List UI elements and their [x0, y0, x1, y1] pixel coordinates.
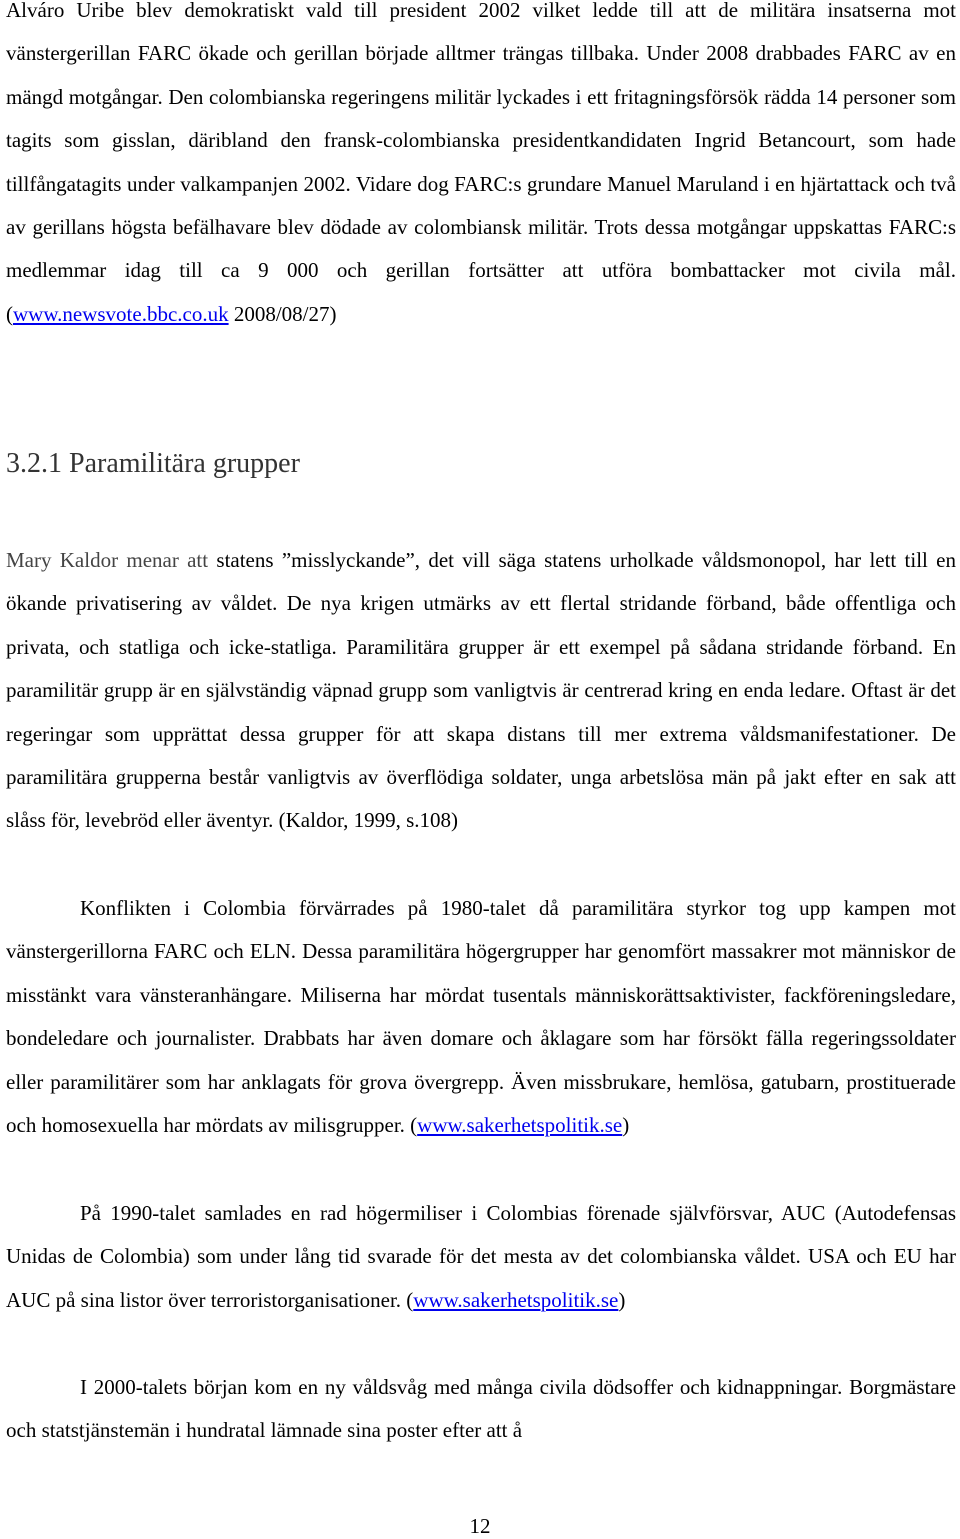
paragraph-text: Alváro Uribe blev demokratiskt vald till president 2002 vilket ledde till att de militära insatserna mot vänstergerillan FARC ökade och gerillan började alltmer trängas tillbaka. Under 2008 drabbades FARC av en mängd motgångar. Den colombianska regeringens militär lyckades i ett fritagningsförsök rädda 14 personer som tagits som gisslan, däribland den fransk-colombianska presidentkandidaten Ingrid Betancourt, som hade tillfångatagits under valkampanjen 2002. Vidare dog FARC:s grundare Manuel Maruland i en hjärtattack och två av gerillans högsta befälhavare blev dödade av colombiansk militär. Trots dessa motgångar uppskattas FARC:s medlemmar idag till ca 9 000 och gerillan fortsätter att utföra bombattacker mot civila mål. ( [6, 0, 956, 326]
paragraph-text: statens ”misslyckande”, det vill säga statens urholkade våldsmonopol, har lett till en ökande privatisering av våldet. De nya krigen utmärks av ett flertal stridande förband, både offentliga och privata, och statliga och icke-statliga. Paramilitära grupper är ett exempel på sådana stridande förband. En paramilitär grupp är en självständig väpnad grupp som vanligtvis är centrerad kring en enda ledare. Oftast är det regeringar som upprättat dessa grupper för att skapa distans till mer extrema våldsmanifestationer. De paramilitära grupperna består vanligtvis av överflödiga soldater, unga arbetslösa män på jakt efter en sak att slåss för, levebröd eller äventyr. (Kaldor, 1999, s.108) [6, 548, 956, 833]
source-link-sakerhetspolitik[interactable]: www.sakerhetspolitik.se [413, 1287, 619, 1312]
page-number: 12 [469, 1514, 491, 1538]
paragraph-text-end: 2008/08/27) [228, 301, 337, 326]
paragraph-text-end: ) [618, 1287, 626, 1312]
source-link-newsvote[interactable]: www.newsvote.bbc.co.uk [13, 301, 229, 326]
paragraph-text: På 1990-talet samlades en rad högermiliser i Colombias förenade självförsvar, AUC (Autodefensas Unidas de Colombia) som under lång tid svarade för det mesta av det colombianska våldet. USA och EU har AUC på sina listor över terroristorganisationer. ( [6, 1201, 956, 1312]
paragraph-conflict-1980s [6, 887, 956, 1147]
section-heading: 3.2.1 Paramilitära grupper [6, 448, 300, 479]
paragraph-text: Konflikten i Colombia förvärrades på 1980-talet då paramilitära styrkor tog upp kampen mot vänstergerillorna FARC och ELN. Dessa paramilitära högergrupper har genomfört massakrer mot människor de misstänkt vara vänsteranhängare. Miliserna har mördat tusentals människorättsaktivister, fackföreningsledare, bondeledare och journalister. Drabbats har även domare och åklagare som har försökt fälla regeringssoldater eller paramilitärer som har anklagats för grova övergrepp. Även missbrukare, hemlösa, gatubarn, prostituerade och homosexuella har mördats av milisgrupper. ( [6, 896, 956, 1138]
paragraph-text: I 2000-talets början kom en ny våldsvåg med många civila dödsoffer och kidnappningar. Borgmästare och statstjänstemän i hundratal lämnade sina poster efter att å [6, 1375, 956, 1443]
paragraph-kaldor [6, 539, 956, 843]
paragraph-auc-1990s [6, 1192, 956, 1322]
source-link-sakerhetspolitik[interactable]: www.sakerhetspolitik.se [417, 1113, 623, 1138]
paragraph-uribe-farc [6, 0, 956, 336]
paragraph-lead: Mary Kaldor menar att [6, 548, 209, 572]
paragraph-2000s [6, 1366, 956, 1453]
paragraph-text-end: ) [622, 1113, 630, 1138]
